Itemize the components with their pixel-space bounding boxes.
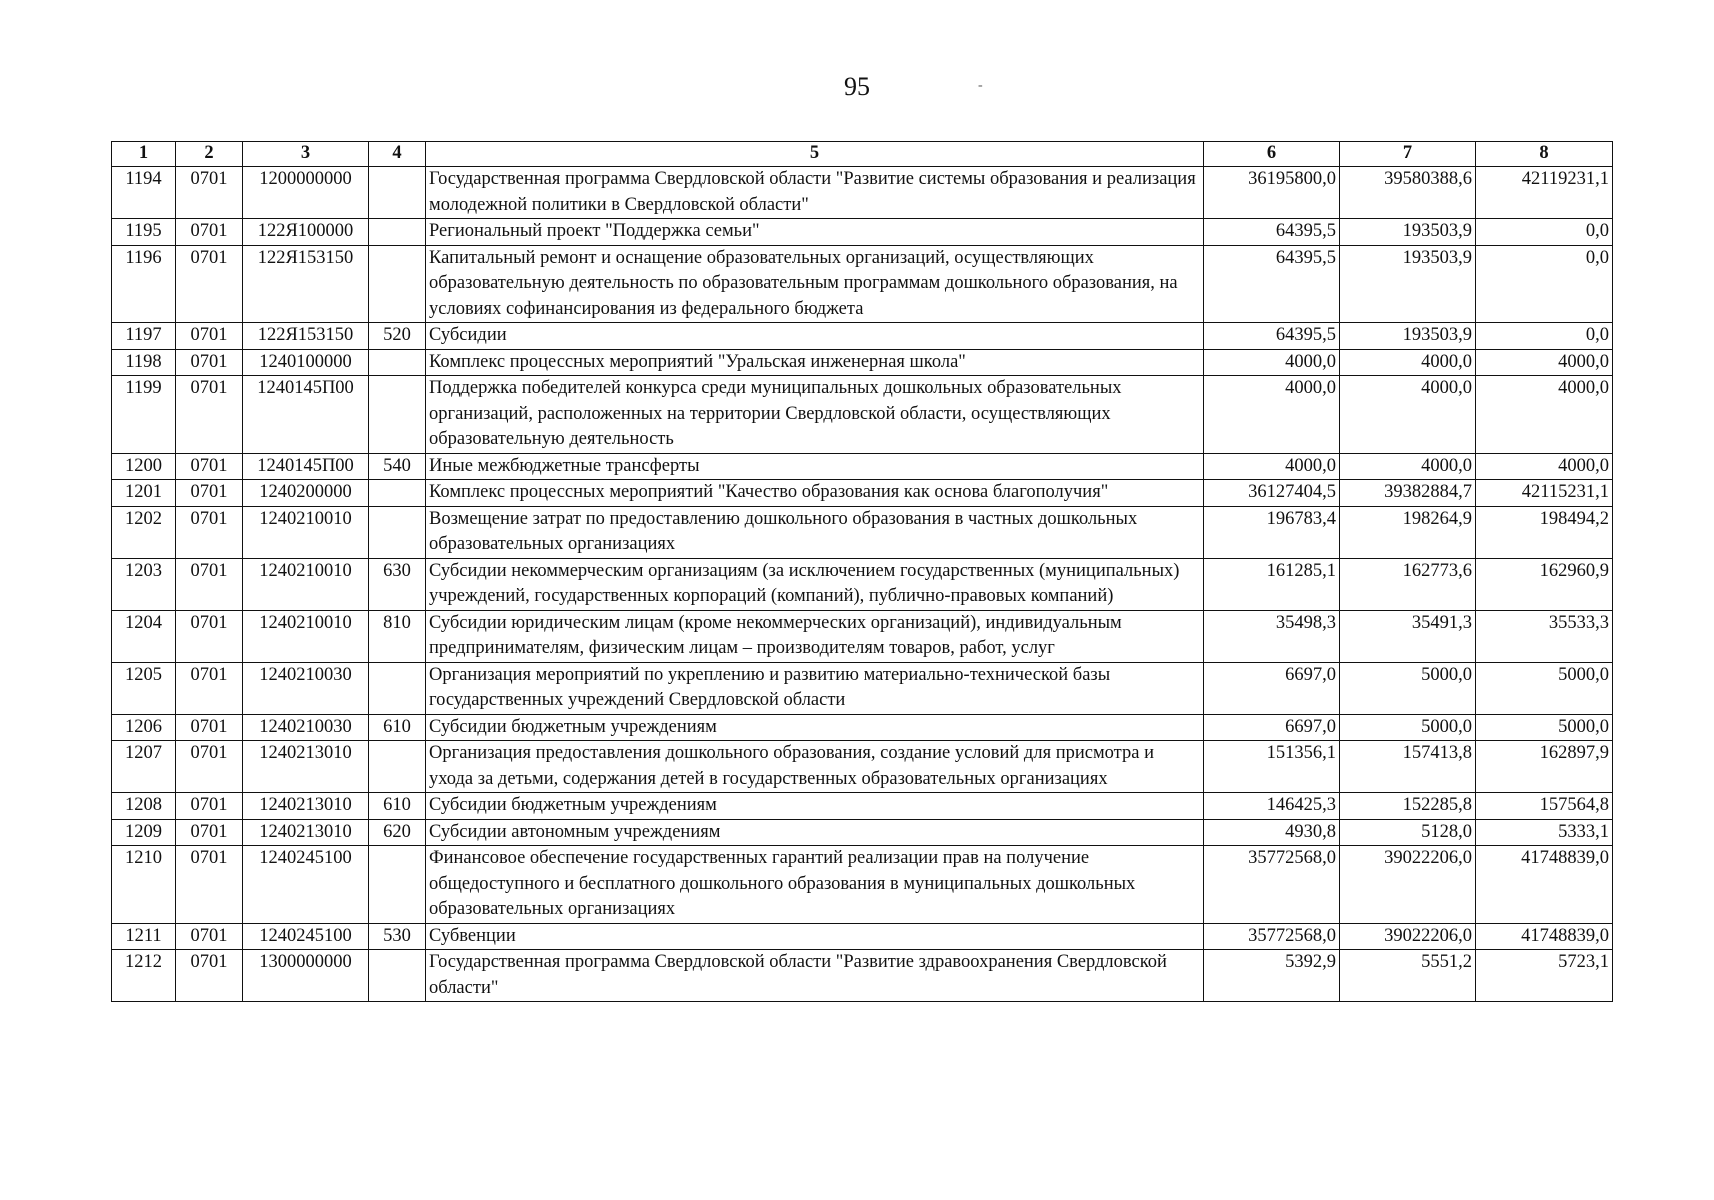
amount-col-6: 5392,9 [1204, 950, 1340, 1002]
section-code: 0701 [176, 376, 243, 454]
expense-type [369, 349, 426, 376]
amount-col-8: 41748839,0 [1476, 923, 1613, 950]
amount-col-7: 157413,8 [1340, 741, 1476, 793]
amount-col-7: 39580388,6 [1340, 167, 1476, 219]
section-code: 0701 [176, 819, 243, 846]
table-row [112, 819, 1613, 846]
item-name: Организация предоставления дошкольного образования, создание условий для присмотра и ухода за детьми, содержания детей в государственных образовательных организациях [426, 741, 1204, 793]
row-number: 1205 [112, 662, 176, 714]
section-code: 0701 [176, 245, 243, 323]
row-number: 1208 [112, 793, 176, 820]
amount-col-7: 39022206,0 [1340, 846, 1476, 924]
table-row [112, 376, 1613, 454]
col-header-3: 3 [243, 142, 369, 167]
amount-col-6: 35498,3 [1204, 610, 1340, 662]
header-row [112, 142, 1613, 167]
amount-col-6: 161285,1 [1204, 558, 1340, 610]
amount-col-8: 0,0 [1476, 323, 1613, 350]
amount-col-8: 35533,3 [1476, 610, 1613, 662]
row-number: 1212 [112, 950, 176, 1002]
expense-type: 620 [369, 819, 426, 846]
target-code: 1240200000 [243, 480, 369, 507]
amount-col-8: 42115231,1 [1476, 480, 1613, 507]
section-code: 0701 [176, 741, 243, 793]
expense-type: 630 [369, 558, 426, 610]
item-name: Комплекс процессных мероприятий "Качество образования как основа благополучия" [426, 480, 1204, 507]
row-number: 1203 [112, 558, 176, 610]
expense-type [369, 506, 426, 558]
table-row [112, 453, 1613, 480]
amount-col-8: 198494,2 [1476, 506, 1613, 558]
col-header-7: 7 [1340, 142, 1476, 167]
target-code: 1240245100 [243, 923, 369, 950]
amount-col-8: 0,0 [1476, 219, 1613, 246]
table-row [112, 480, 1613, 507]
item-name: Субсидии автономным учреждениям [426, 819, 1204, 846]
table-row [112, 741, 1613, 793]
table-row [112, 167, 1613, 219]
amount-col-6: 6697,0 [1204, 662, 1340, 714]
section-code: 0701 [176, 453, 243, 480]
col-header-6: 6 [1204, 142, 1340, 167]
amount-col-8: 162897,9 [1476, 741, 1613, 793]
amount-col-7: 162773,6 [1340, 558, 1476, 610]
col-header-5: 5 [426, 142, 1204, 167]
budget-table [111, 141, 1613, 1002]
target-code: 1240210030 [243, 714, 369, 741]
table-row [112, 923, 1613, 950]
row-number: 1209 [112, 819, 176, 846]
section-code: 0701 [176, 923, 243, 950]
table-row [112, 558, 1613, 610]
amount-col-8: 42119231,1 [1476, 167, 1613, 219]
row-number: 1206 [112, 714, 176, 741]
amount-col-7: 193503,9 [1340, 323, 1476, 350]
row-number: 1198 [112, 349, 176, 376]
amount-col-6: 64395,5 [1204, 323, 1340, 350]
amount-col-7: 198264,9 [1340, 506, 1476, 558]
amount-col-7: 193503,9 [1340, 245, 1476, 323]
item-name: Капитальный ремонт и оснащение образовательных организаций, осуществляющих образовательную деятельность по образовательным программам дошкольного образования, на условиях софинансирования из федерального бюджета [426, 245, 1204, 323]
amount-col-7: 4000,0 [1340, 349, 1476, 376]
expense-type: 810 [369, 610, 426, 662]
amount-col-7: 4000,0 [1340, 376, 1476, 454]
section-code: 0701 [176, 480, 243, 507]
section-code: 0701 [176, 846, 243, 924]
amount-col-6: 4930,8 [1204, 819, 1340, 846]
amount-col-6: 4000,0 [1204, 453, 1340, 480]
amount-col-7: 39022206,0 [1340, 923, 1476, 950]
target-code: 122Я100000 [243, 219, 369, 246]
target-code: 1240100000 [243, 349, 369, 376]
col-header-2: 2 [176, 142, 243, 167]
amount-col-8: 4000,0 [1476, 349, 1613, 376]
stray-mark: - [978, 78, 983, 93]
row-number: 1194 [112, 167, 176, 219]
expense-type [369, 245, 426, 323]
amount-col-7: 35491,3 [1340, 610, 1476, 662]
expense-type [369, 167, 426, 219]
expense-type: 530 [369, 923, 426, 950]
amount-col-6: 4000,0 [1204, 376, 1340, 454]
expense-type: 610 [369, 793, 426, 820]
item-name: Комплекс процессных мероприятий "Уральская инженерная школа" [426, 349, 1204, 376]
table-row [112, 245, 1613, 323]
section-code: 0701 [176, 506, 243, 558]
target-code: 1240145П00 [243, 376, 369, 454]
table-row [112, 506, 1613, 558]
expense-type: 520 [369, 323, 426, 350]
target-code: 1300000000 [243, 950, 369, 1002]
amount-col-6: 64395,5 [1204, 219, 1340, 246]
amount-col-8: 5723,1 [1476, 950, 1613, 1002]
item-name: Субсидии бюджетным учреждениям [426, 714, 1204, 741]
table-row [112, 349, 1613, 376]
expense-type: 540 [369, 453, 426, 480]
section-code: 0701 [176, 793, 243, 820]
row-number: 1196 [112, 245, 176, 323]
amount-col-8: 162960,9 [1476, 558, 1613, 610]
section-code: 0701 [176, 662, 243, 714]
item-name: Иные межбюджетные трансферты [426, 453, 1204, 480]
expense-type: 610 [369, 714, 426, 741]
target-code: 1240213010 [243, 741, 369, 793]
amount-col-7: 5128,0 [1340, 819, 1476, 846]
amount-col-7: 5000,0 [1340, 662, 1476, 714]
amount-col-6: 196783,4 [1204, 506, 1340, 558]
amount-col-6: 64395,5 [1204, 245, 1340, 323]
target-code: 1240145П00 [243, 453, 369, 480]
table-row [112, 219, 1613, 246]
item-name: Государственная программа Свердловской области "Развитие системы образования и реализация молодежной политики в Свердловской области" [426, 167, 1204, 219]
item-name: Возмещение затрат по предоставлению дошкольного образования в частных дошкольных образовательных организациях [426, 506, 1204, 558]
section-code: 0701 [176, 950, 243, 1002]
section-code: 0701 [176, 323, 243, 350]
col-header-8: 8 [1476, 142, 1613, 167]
expense-type [369, 219, 426, 246]
item-name: Государственная программа Свердловской области "Развитие здравоохранения Свердловской области" [426, 950, 1204, 1002]
expense-type [369, 376, 426, 454]
amount-col-7: 4000,0 [1340, 453, 1476, 480]
amount-col-6: 36195800,0 [1204, 167, 1340, 219]
row-number: 1195 [112, 219, 176, 246]
item-name: Региональный проект "Поддержка семьи" [426, 219, 1204, 246]
target-code: 122Я153150 [243, 245, 369, 323]
expense-type [369, 480, 426, 507]
section-code: 0701 [176, 558, 243, 610]
table-row [112, 662, 1613, 714]
section-code: 0701 [176, 167, 243, 219]
amount-col-6: 151356,1 [1204, 741, 1340, 793]
page-number: 95 [844, 72, 870, 101]
target-code: 1240213010 [243, 793, 369, 820]
amount-col-6: 35772568,0 [1204, 923, 1340, 950]
amount-col-6: 6697,0 [1204, 714, 1340, 741]
amount-col-7: 5551,2 [1340, 950, 1476, 1002]
amount-col-8: 4000,0 [1476, 376, 1613, 454]
row-number: 1210 [112, 846, 176, 924]
section-code: 0701 [176, 349, 243, 376]
expense-type [369, 741, 426, 793]
target-code: 1240213010 [243, 819, 369, 846]
section-code: 0701 [176, 610, 243, 662]
row-number: 1207 [112, 741, 176, 793]
expense-type [369, 662, 426, 714]
row-number: 1204 [112, 610, 176, 662]
item-name: Субвенции [426, 923, 1204, 950]
amount-col-6: 36127404,5 [1204, 480, 1340, 507]
section-code: 0701 [176, 219, 243, 246]
row-number: 1201 [112, 480, 176, 507]
amount-col-8: 41748839,0 [1476, 846, 1613, 924]
amount-col-8: 0,0 [1476, 245, 1613, 323]
amount-col-6: 146425,3 [1204, 793, 1340, 820]
target-code: 1240210010 [243, 558, 369, 610]
table-row [112, 793, 1613, 820]
row-number: 1199 [112, 376, 176, 454]
target-code: 122Я153150 [243, 323, 369, 350]
item-name: Субсидии [426, 323, 1204, 350]
amount-col-6: 4000,0 [1204, 349, 1340, 376]
item-name: Организация мероприятий по укреплению и развитию материально-технической базы государственных учреждений Свердловской области [426, 662, 1204, 714]
amount-col-8: 157564,8 [1476, 793, 1613, 820]
item-name: Субсидии некоммерческим организациям (за исключением государственных (муниципальных) учреждений, государственных корпораций (компаний), публично-правовых компаний) [426, 558, 1204, 610]
section-code: 0701 [176, 714, 243, 741]
item-name: Поддержка победителей конкурса среди муниципальных дошкольных образовательных организаций, расположенных на территории Свердловской области, осуществляющих образовательную деятельность [426, 376, 1204, 454]
amount-col-7: 193503,9 [1340, 219, 1476, 246]
amount-col-7: 39382884,7 [1340, 480, 1476, 507]
amount-col-7: 152285,8 [1340, 793, 1476, 820]
item-name: Финансовое обеспечение государственных гарантий реализации прав на получение общедоступного и бесплатного дошкольного образования в муниципальных дошкольных образовательных организациях [426, 846, 1204, 924]
item-name: Субсидии юридическим лицам (кроме некоммерческих организаций), индивидуальным предпринимателям, физическим лицам – производителям товаров, работ, услуг [426, 610, 1204, 662]
amount-col-7: 5000,0 [1340, 714, 1476, 741]
table-row [112, 714, 1613, 741]
target-code: 1200000000 [243, 167, 369, 219]
target-code: 1240210010 [243, 610, 369, 662]
row-number: 1197 [112, 323, 176, 350]
expense-type [369, 950, 426, 1002]
amount-col-8: 5000,0 [1476, 662, 1613, 714]
amount-col-8: 5333,1 [1476, 819, 1613, 846]
target-code: 1240245100 [243, 846, 369, 924]
row-number: 1211 [112, 923, 176, 950]
table-row [112, 950, 1613, 1002]
row-number: 1200 [112, 453, 176, 480]
item-name: Субсидии бюджетным учреждениям [426, 793, 1204, 820]
target-code: 1240210030 [243, 662, 369, 714]
table-row [112, 610, 1613, 662]
amount-col-6: 35772568,0 [1204, 846, 1340, 924]
target-code: 1240210010 [243, 506, 369, 558]
table-row [112, 846, 1613, 924]
expense-type [369, 846, 426, 924]
col-header-4: 4 [369, 142, 426, 167]
table-row [112, 323, 1613, 350]
row-number: 1202 [112, 506, 176, 558]
amount-col-8: 5000,0 [1476, 714, 1613, 741]
amount-col-8: 4000,0 [1476, 453, 1613, 480]
col-header-1: 1 [112, 142, 176, 167]
